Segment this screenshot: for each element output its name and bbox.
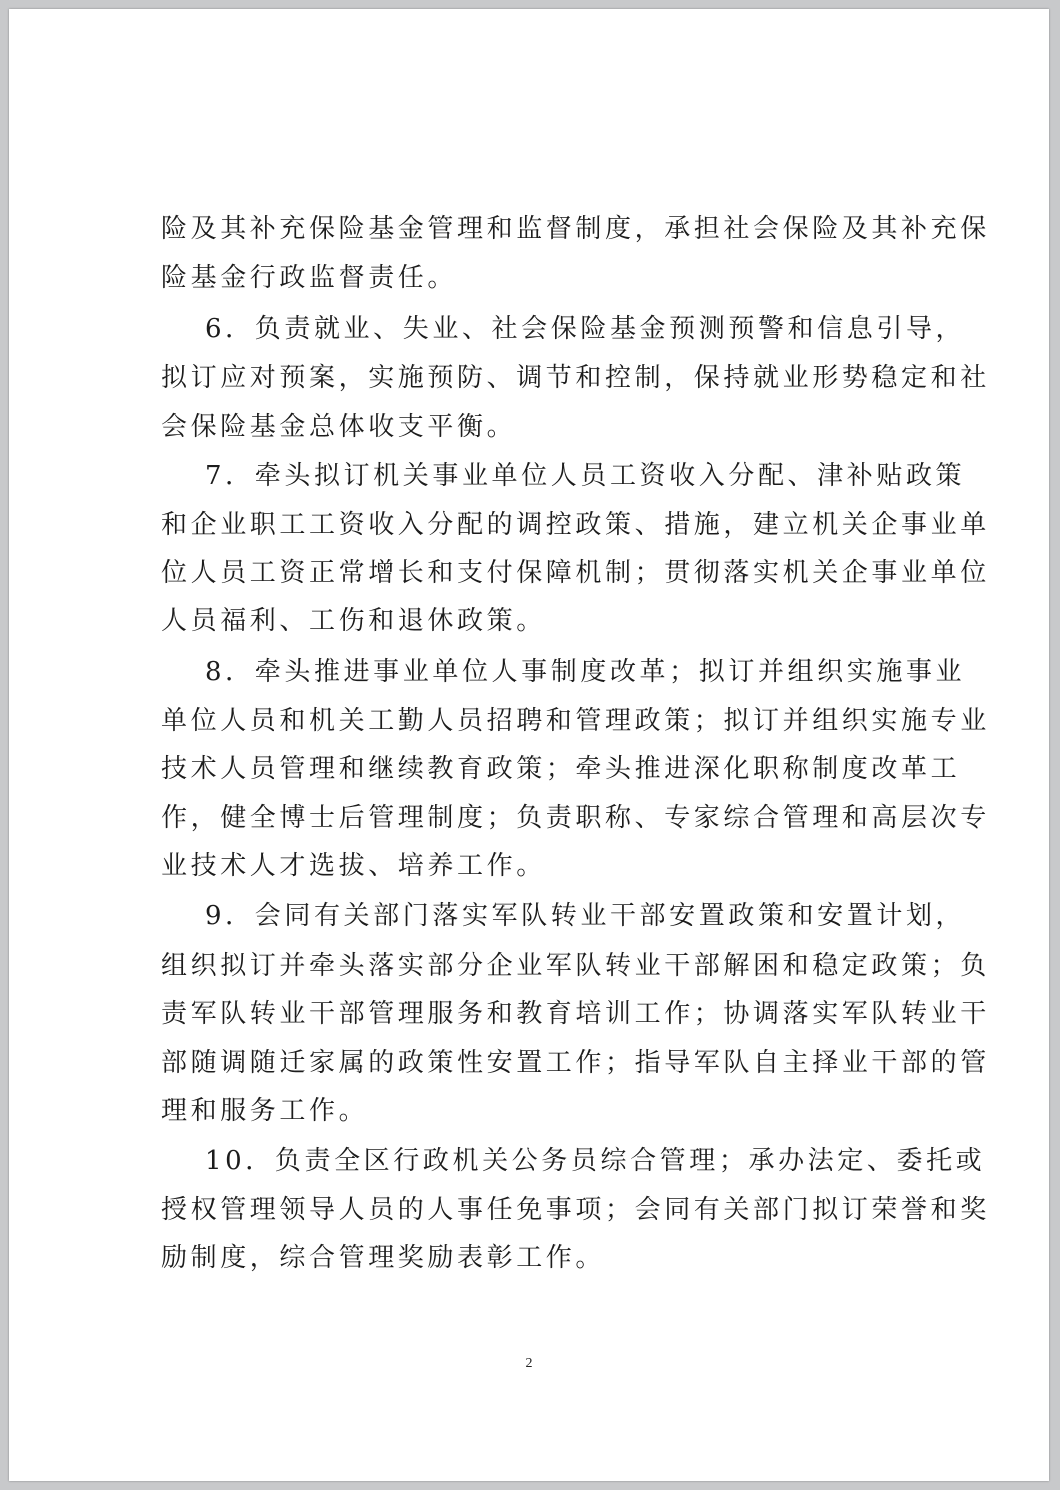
document-page: [9, 9, 1049, 1481]
text-line: 位人员工资正常增长和支付保障机制；贯彻落实机关企事业单位: [161, 558, 990, 588]
page-number: 2: [525, 1356, 533, 1371]
text-line: 单位人员和机关工勤人员招聘和管理政策；拟订并组织实施专业: [161, 706, 990, 736]
text-line: 励制度，综合管理奖励表彰工作。: [161, 1243, 606, 1273]
paragraph-start-line: 6．负责就业、失业、社会保险基金预测预警和信息引导，: [205, 314, 966, 344]
text-line: 拟订应对预案，实施预防、调节和控制，保持就业形势稳定和社: [161, 363, 990, 393]
text-line: 险及其补充保险基金管理和监督制度，承担社会保险及其补充保: [161, 214, 990, 244]
text-line: 会保险基金总体收支平衡。: [161, 412, 517, 442]
paragraph-start-line: 8．牵头推进事业单位人事制度改革；拟订并组织实施事业: [205, 657, 966, 687]
text-line: 技术人员管理和继续教育政策；牵头推进深化职称制度改革工: [161, 754, 961, 784]
text-line: 责军队转业干部管理服务和教育培训工作；协调落实军队转业干: [161, 999, 990, 1029]
text-line: 人员福利、工伤和退休政策。: [161, 606, 546, 636]
text-line: 授权管理领导人员的人事任免事项；会同有关部门拟订荣誉和奖: [161, 1195, 990, 1225]
paragraph-start-line: 7．牵头拟订机关事业单位人员工资收入分配、津补贴政策: [205, 461, 966, 491]
paragraph-start-line: 10．负责全区行政机关公务员综合管理；承办法定、委托或: [205, 1146, 986, 1176]
text-line: 业技术人才选拔、培养工作。: [161, 851, 546, 881]
text-line: 和企业职工工资收入分配的调控政策、措施，建立机关企事业单: [161, 510, 990, 540]
text-line: 理和服务工作。: [161, 1096, 369, 1126]
text-line: 组织拟订并牵头落实部分企业军队转业干部解困和稳定政策；负: [161, 951, 990, 981]
paragraph-start-line: 9．会同有关部门落实军队转业干部安置政策和安置计划，: [205, 901, 966, 931]
text-line: 作，健全博士后管理制度；负责职称、专家综合管理和高层次专: [161, 803, 990, 833]
text-line: 部随调随迁家属的政策性安置工作；指导军队自主择业干部的管: [161, 1048, 990, 1078]
text-line: 险基金行政监督责任。: [161, 263, 458, 293]
